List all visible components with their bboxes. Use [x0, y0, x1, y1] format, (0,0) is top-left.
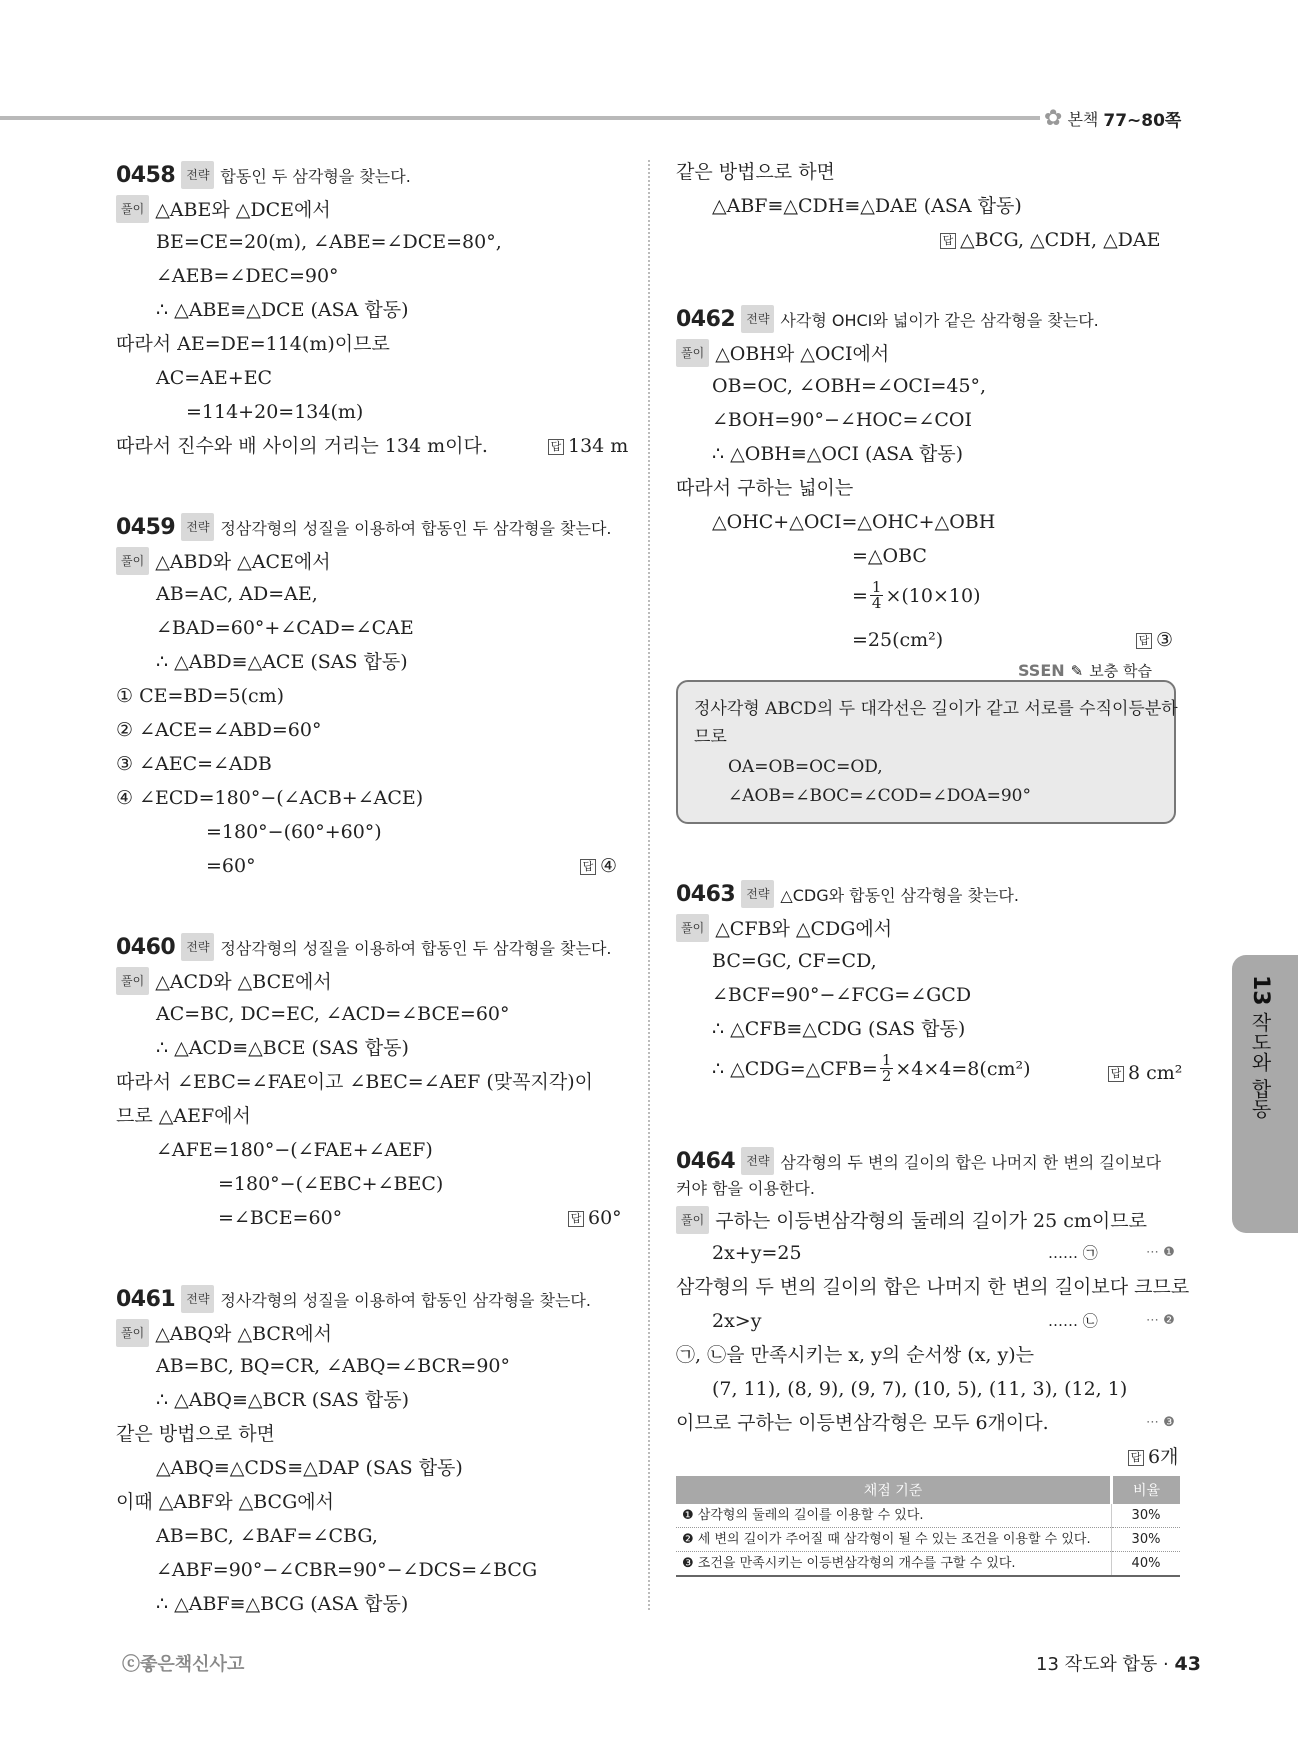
strategy-tag: 전략	[741, 1147, 774, 1175]
solution-line: 풀이 △ABE와 △DCE에서	[116, 195, 331, 223]
solution-line: ∠BAD=60°+∠CAD=∠CAE	[156, 617, 414, 639]
page-reference	[1044, 106, 1181, 131]
solution-line: 이때 △ABF와 △BCG에서	[116, 1491, 334, 1513]
solution-line: ∴ △ACD≡△BCE (SAS 합동)	[156, 1037, 409, 1059]
solution-tag: 풀이	[116, 967, 149, 995]
solution-line: AB=AC, AD=AE,	[156, 583, 318, 605]
problem-header-0460	[116, 933, 612, 962]
fraction: $\frac{1}{2}$	[881, 1051, 892, 1085]
answer: 답 8 cm²	[1108, 1060, 1182, 1086]
solution-line: ∠BCF=90°−∠FCG=∠GCD	[712, 984, 972, 1006]
solution-line: 풀이 △OBH와 △OCI에서	[676, 339, 889, 367]
strategy-text: 삼각형의 두 변의 길이의 합은 나머지 한 변의 길이보다	[780, 1153, 1162, 1172]
answer: 답 △BCG, △CDH, △DAE	[940, 227, 1161, 253]
solution-line: 2x>y	[712, 1310, 762, 1332]
equation-mark: …… ㉡	[1048, 1312, 1098, 1330]
strategy-text: 합동인 두 삼각형을 찾는다.	[220, 167, 411, 186]
solution-line: 같은 방법으로 하면	[676, 161, 835, 183]
problem-header-0464	[676, 1147, 1161, 1176]
grading-table	[676, 1476, 1180, 1577]
step-marker: ⋯ ❶	[1146, 1245, 1175, 1260]
box-line: 정사각형 ABCD의 두 대각선은 길이가 같고 서로를 수직이등분하	[694, 699, 1178, 719]
ratio-header: 비율	[1112, 1476, 1181, 1504]
problem-number: 0459	[116, 515, 176, 540]
solution-line: 풀이 △ACD와 △BCE에서	[116, 967, 332, 995]
solution-line: △ABF≡△CDH≡△DAE (ASA 합동)	[712, 195, 1022, 217]
solution-line: OB=OC, ∠OBH=∠OCI=45°,	[712, 375, 987, 397]
problem-header-0461	[116, 1285, 591, 1314]
strategy-text: 정삼각형의 성질을 이용하여 합동인 두 삼각형을 찾는다.	[220, 519, 612, 538]
page-range: 77~80쪽	[1103, 111, 1182, 131]
solution-line: ∠AEB=∠DEC=90°	[156, 265, 339, 287]
step-marker: ⋯ ❷	[1146, 1313, 1175, 1328]
strategy-tag: 전략	[181, 1285, 214, 1313]
solution-line: ㉠, ㉡을 만족시키는 x, y의 순서쌍 (x, y)는	[676, 1344, 1035, 1366]
chapter-side-label: 13 작도와 합동	[1248, 975, 1273, 1119]
supplement-box	[676, 680, 1176, 824]
solution-line: 같은 방법으로 하면	[116, 1423, 275, 1445]
solution-tag: 풀이	[676, 1206, 709, 1234]
solution-line: ③ ∠AEC=∠ADB	[116, 753, 272, 775]
answer-icon: 답	[568, 1211, 584, 1227]
pencil-icon: ✎	[1070, 661, 1084, 680]
solution-line: AB=BC, BQ=CR, ∠ABQ=∠BCR=90°	[156, 1355, 511, 1377]
strategy-text: 정삼각형의 성질을 이용하여 합동인 두 삼각형을 찾는다.	[220, 939, 612, 958]
solution-line: 2x+y=25	[712, 1242, 802, 1264]
ssen-label	[1018, 660, 1152, 681]
solution-line: ∴ △ABF≡△BCG (ASA 합동)	[156, 1593, 409, 1615]
column-divider	[648, 160, 650, 1610]
solution-line: ∠AFE=180°−(∠FAE+∠AEF)	[156, 1139, 433, 1161]
answer-icon: 답	[1108, 1066, 1124, 1082]
solution-line: 따라서 AE=DE=114(m)이므로	[116, 333, 390, 355]
solution-line: (7, 11), (8, 9), (9, 7), (10, 5), (11, 3), (12, 1)	[712, 1378, 1128, 1400]
solution-line: 풀이 △ABQ와 △BCR에서	[116, 1319, 332, 1347]
solution-line: △OHC+△OCI=△OHC+△OBH	[712, 511, 996, 533]
answer: 답 ③	[1136, 627, 1173, 653]
solution-line: AC=AE+EC	[156, 367, 273, 389]
answer-icon: 답	[1136, 633, 1152, 649]
strategy-tag: 전략	[181, 513, 214, 541]
problem-number: 0463	[676, 882, 736, 907]
box-line: 므로	[694, 727, 727, 747]
fraction: $\frac{1}{4}$	[871, 578, 882, 612]
ssen-logo: SSEN	[1018, 661, 1065, 680]
flower-icon: ✿	[1044, 105, 1063, 131]
problem-header-0463	[676, 880, 1019, 909]
solution-line: ∴ △ABE≡△DCE (ASA 합동)	[156, 299, 409, 321]
solution-line: △ABQ≡△CDS≡△DAP (SAS 합동)	[156, 1457, 463, 1479]
solution-line: 따라서 구하는 넓이는	[676, 477, 854, 499]
strategy-text-cont: 커야 함을 이용한다.	[676, 1179, 815, 1198]
solution-line: 삼각형의 두 변의 길이의 합은 나머지 한 변의 길이보다 크므로	[676, 1276, 1190, 1298]
solution-line: BC=GC, CF=CD,	[712, 950, 877, 972]
table-row: ❷ 세 변의 길이가 주어질 때 삼각형이 될 수 있는 조건을 이용할 수 있다. 30%	[676, 1528, 1180, 1552]
solution-line: 이므로 구하는 이등변삼각형은 모두 6개이다.	[676, 1412, 1049, 1434]
strategy-tag: 전략	[181, 933, 214, 961]
problem-number: 0461	[116, 1287, 176, 1312]
solution-line: ∴ △ABD≡△ACE (SAS 합동)	[156, 651, 408, 673]
equation-mark: …… ㉠	[1048, 1244, 1098, 1262]
strategy-text: 사각형 OHCI와 넓이가 같은 삼각형을 찾는다.	[780, 311, 1099, 330]
solution-line: 따라서 ∠EBC=∠FAE이고 ∠BEC=∠AEF (맞꼭지각)이	[116, 1071, 593, 1093]
solution-line: = $\frac{1}{4}$ ×(10×10)	[852, 578, 981, 612]
problem-number: 0458	[116, 163, 176, 188]
solution-line: =60°	[206, 855, 256, 877]
strategy-tag: 전략	[741, 305, 774, 333]
answer: 답 6개	[1128, 1444, 1178, 1470]
answer-icon: 답	[940, 233, 956, 249]
problem-header-0458	[116, 161, 411, 190]
problem-number: 0460	[116, 935, 176, 960]
solution-line: =180°−(∠EBC+∠BEC)	[218, 1173, 444, 1195]
strategy-tag: 전략	[741, 880, 774, 908]
solution-line: ∴ △CFB≡△CDG (SAS 합동)	[712, 1018, 966, 1040]
table-row: ❸ 조건을 만족시키는 이등변삼각형의 개수를 구할 수 있다. 40%	[676, 1552, 1180, 1577]
solution-line: 풀이 △ABD와 △ACE에서	[116, 547, 331, 575]
answer: 답 134 m	[548, 433, 628, 459]
solution-line: 므로 △AEF에서	[116, 1105, 251, 1127]
solution-line: AC=BC, DC=EC, ∠ACD=∠BCE=60°	[156, 1003, 510, 1025]
solution-line: 풀이 △CFB와 △CDG에서	[676, 914, 892, 942]
step-marker: ⋯ ❸	[1146, 1415, 1175, 1430]
solution-line: =∠BCE=60°	[218, 1207, 343, 1229]
solution-line: 따라서 진수와 배 사이의 거리는 134 m이다.	[116, 435, 488, 457]
solution-line: ∠BOH=90°−∠HOC=∠COI	[712, 409, 972, 431]
solution-line: =180°−(60°+60°)	[206, 821, 382, 843]
ssen-title: 보충 학습	[1089, 662, 1152, 680]
grading-header: 채점 기준	[676, 1476, 1112, 1504]
box-line: ∠AOB=∠BOC=∠COD=∠DOA=90°	[728, 786, 1031, 806]
page-footer: 13 작도와 합동 · 43	[1036, 1653, 1201, 1675]
solution-line: ∴ △ABQ≡△BCR (SAS 합동)	[156, 1389, 410, 1411]
answer-icon: 답	[548, 439, 564, 455]
solution-line: ∴ △OBH≡△OCI (ASA 합동)	[712, 443, 964, 465]
solution-line: ④ ∠ECD=180°−(∠ACB+∠ACE)	[116, 787, 424, 809]
solution-tag: 풀이	[116, 1319, 149, 1347]
answer-icon: 답	[580, 859, 596, 875]
strategy-text: △CDG와 합동인 삼각형을 찾는다.	[780, 886, 1019, 905]
solution-tag: 풀이	[676, 914, 709, 942]
problem-header-0462	[676, 305, 1099, 334]
solution-line: AB=BC, ∠BAF=∠CBG,	[156, 1525, 378, 1547]
header-rule	[0, 116, 1040, 120]
solution-line: =25(cm²)	[852, 629, 944, 651]
solution-line: 풀이 구하는 이등변삼각형의 둘레의 길이가 25 cm이므로	[676, 1206, 1147, 1234]
solution-tag: 풀이	[676, 339, 709, 367]
strategy-text: 정사각형의 성질을 이용하여 합동인 삼각형을 찾는다.	[220, 1291, 591, 1310]
strategy-tag: 전략	[181, 161, 214, 189]
problem-header-0459	[116, 513, 612, 542]
table-row: ❶ 삼각형의 둘레의 길이를 이용할 수 있다. 30%	[676, 1504, 1180, 1528]
problem-number: 0464	[676, 1149, 736, 1174]
problem-number: 0462	[676, 307, 736, 332]
book-label: 본책	[1067, 110, 1099, 129]
solution-tag: 풀이	[116, 195, 149, 223]
answer: 답 ④	[580, 853, 617, 879]
solution-line: ∴ △CDG=△CFB= $\frac{1}{2}$ ×4×4=8(cm²)	[712, 1051, 1031, 1085]
solution-line: ② ∠ACE=∠ABD=60°	[116, 719, 322, 741]
solution-line: =△OBC	[852, 545, 927, 567]
answer: 답 60°	[568, 1205, 622, 1231]
solution-line: ① CE=BD=5(cm)	[116, 685, 285, 707]
answer-icon: 답	[1128, 1450, 1144, 1466]
solution-line: BE=CE=20(m), ∠ABE=∠DCE=80°,	[156, 231, 502, 253]
solution-tag: 풀이	[116, 547, 149, 575]
solution-line: ∠ABF=90°−∠CBR=90°−∠DCS=∠BCG	[156, 1559, 538, 1581]
solution-line: =114+20=134(m)	[186, 401, 364, 423]
footer-chapter: 13 작도와 합동	[1036, 1654, 1158, 1675]
page-number: 43	[1174, 1653, 1201, 1675]
box-line: OA=OB=OC=OD,	[728, 757, 883, 777]
publisher-logo: ⓒ좋은책신사고	[122, 1654, 245, 1675]
